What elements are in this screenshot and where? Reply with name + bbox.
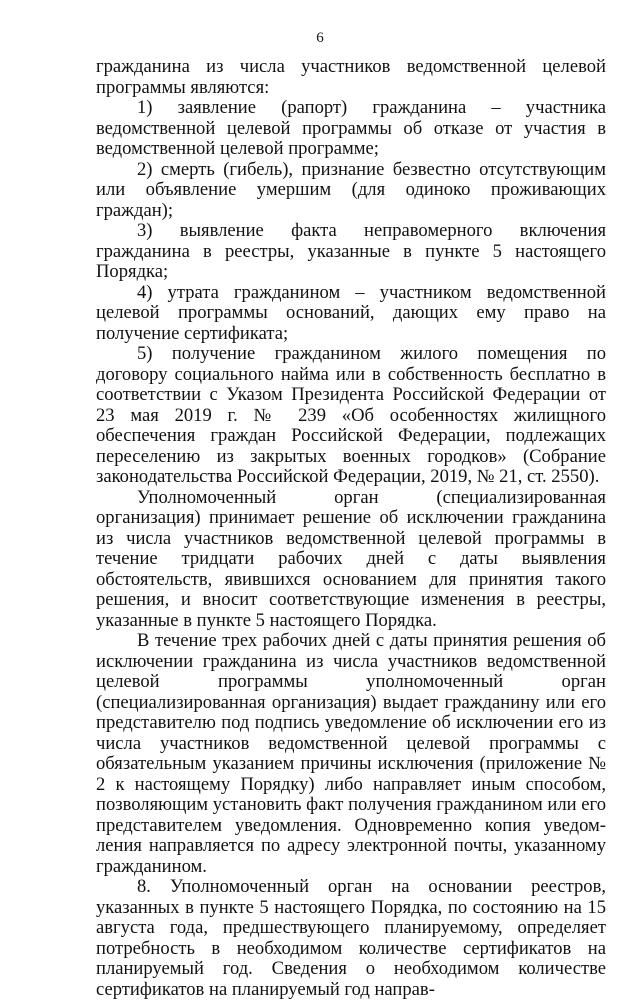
paragraph-item-4: 4) утрата гражданином – участником ведомственной целевой программы оснований, дающих ему право на получение сертификата; <box>96 281 606 344</box>
paragraph-section-8: 8. Уполномоченный орган на основании реестров, указанных в пункте 5 настоящего Порядка, по состоянию на 15 августа года, предшествующего планируемому, определяет потребность в необходимом количестве сертификатов на планируемый год. Сведения о необходимом количестве сертификатов на планируемый год направ- <box>96 876 606 1000</box>
paragraph-item-3: 3) выявление факта неправомерного включения гражданина в реестры, указанные в пункте 5 настоящего Порядка; <box>96 220 606 282</box>
page-number: 6 <box>316 30 324 46</box>
paragraph-notification: В течение трех рабочих дней с даты принятия решения об исключении гражданина из числа участников ведомственной целевой программы уполномоченный орган (специализированная организация) выдает гражданину или его представителю под подпись уведомление об исключении его из числа участников ведомственной целевой программы с обязательным указанием причины исключения (приложение № 2 к настоящему Порядку) либо направляет иным способом, позволяющим установить факт получения гражданином или его представителем уведомления. Одновременно копия уведомления направляется по адресу электронной почты, указанному гражданином. <box>96 630 606 877</box>
paragraph-item-5: 5) получение гражданином жилого помещения по договору социального найма или в собственность бесплатно в соответствии с Указом Президента Российской Федерации от 23 мая 2019 г. № 239 «Об особенностях жилищного обеспечения граждан Российской Федерации, подлежащих переселению из закрытых военных городков» (Собрание законодательства Российской Федерации, 2019, № 21, ст. 2550). <box>96 343 606 487</box>
paragraph-decision: Уполномоченный орган (специализированная организация) принимает решение об исключении гражданина из числа участников ведомственной целевой программы в течение тридцати рабочих дней с даты выявления обстоятельств, явившихся основанием для принятия такого решения, и вносит соответствующие изменения в реестры, указанные в пункте 5 настоящего Порядка. <box>96 486 606 631</box>
paragraph-intro-continuation: гражданина из числа участников ведомственной целевой программы являются: <box>96 56 606 98</box>
paragraph-item-2: 2) смерть (гибель), признание безвестно отсутствующим или объявление умершим (для одиноко проживающих граждан); <box>96 158 606 221</box>
document-body <box>96 57 606 1000</box>
paragraph-item-1: 1) заявление (рапорт) гражданина – участника ведомственной целевой программы об отказе от участия в ведомственной целевой программе; <box>96 97 606 159</box>
